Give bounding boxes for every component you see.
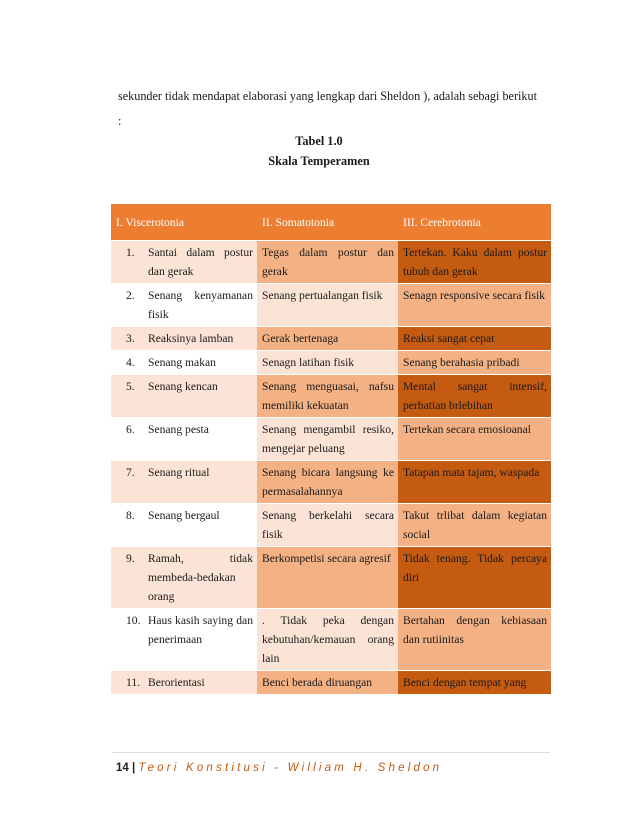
somatotonia-cell: Senang mengambil resiko, mengejar peluang	[257, 418, 398, 461]
viscerotonia-text: Reaksinya lamban	[148, 332, 234, 345]
page-footer	[116, 762, 442, 774]
item-number: 2.	[126, 289, 135, 302]
header-cerebrotonia: III. Cerebrotonia	[398, 204, 551, 241]
viscerotonia-text: Senang pesta	[148, 423, 209, 436]
cerebrotonia-cell: Bertahan dengan kebiasaan dan rutiinitas	[398, 609, 551, 671]
viscerotonia-cell	[111, 609, 257, 671]
table-header-row	[111, 204, 551, 241]
cerebrotonia-cell: Tatapan mata tajam, waspada	[398, 461, 551, 504]
viscerotonia-text: Senang bergaul	[148, 509, 220, 522]
cerebrotonia-cell: Benci dengan tempat yang	[398, 671, 551, 695]
somatotonia-cell: Benci berada diruangan	[257, 671, 398, 695]
viscerotonia-cell	[111, 461, 257, 504]
viscerotonia-text: Haus kasih saying dan penerimaan	[148, 614, 253, 646]
viscerotonia-cell	[111, 241, 257, 284]
item-number: 4.	[126, 356, 135, 369]
cerebrotonia-cell: Senang berahasia pribadi	[398, 351, 551, 375]
somatotonia-cell: . Tidak peka dengan kebutuhan/kemauan orang lain	[257, 609, 398, 671]
viscerotonia-cell	[111, 504, 257, 547]
intro-colon: :	[118, 114, 122, 128]
viscerotonia-cell	[111, 418, 257, 461]
viscerotonia-text: Senang ritual	[148, 466, 210, 479]
viscerotonia-text: Santai dalam postur dan gerak	[148, 246, 253, 278]
viscerotonia-text: Ramah, tidak membeda-bedakan orang	[148, 552, 253, 603]
viscerotonia-text: Senang makan	[148, 356, 216, 369]
somatotonia-cell: Gerak bertenaga	[257, 327, 398, 351]
somatotonia-cell: Senang menguasai, nafsu memiliki kekuatan	[257, 375, 398, 418]
table-row	[111, 671, 551, 695]
item-number: 11.	[126, 676, 141, 689]
table-number: Tabel 1.0	[295, 134, 343, 148]
viscerotonia-cell	[111, 351, 257, 375]
book-title: Teori Konstitusi - William H. Sheldon	[138, 762, 443, 774]
footer-separator: |	[132, 762, 136, 774]
table-row	[111, 609, 551, 671]
temperament-table	[111, 204, 551, 694]
table-row	[111, 351, 551, 375]
table-title: Skala Temperamen	[268, 154, 370, 168]
table-row	[111, 327, 551, 351]
table-row	[111, 418, 551, 461]
viscerotonia-cell	[111, 327, 257, 351]
intro-paragraph: sekunder tidak mendapat elaborasi yang lengkap dari Sheldon ), adalah sebagi berikut	[118, 89, 537, 103]
footer-divider	[112, 752, 550, 753]
somatotonia-cell: Senang berkelahi secara fisik	[257, 504, 398, 547]
table-row	[111, 241, 551, 284]
table-row	[111, 547, 551, 609]
item-number: 1.	[126, 246, 135, 259]
viscerotonia-cell	[111, 375, 257, 418]
item-number: 6.	[126, 423, 135, 436]
cerebrotonia-cell: Tertekan. Kaku dalam postur tubuh dan gerak	[398, 241, 551, 284]
cerebrotonia-cell: Senagn responsive secara fisik	[398, 284, 551, 327]
somatotonia-cell: Tegas dalam postur dan gerak	[257, 241, 398, 284]
viscerotonia-text: Senang kencan	[148, 380, 218, 393]
somatotonia-cell: Senang bicara langsung ke permasalahannya	[257, 461, 398, 504]
item-number: 9.	[126, 552, 135, 565]
item-number: 5.	[126, 380, 135, 393]
cerebrotonia-cell: Takut trlibat dalam kegiatan social	[398, 504, 551, 547]
viscerotonia-cell	[111, 671, 257, 695]
viscerotonia-text: Berorientasi	[148, 676, 205, 689]
somatotonia-cell: Berkompetisi secara agresif	[257, 547, 398, 609]
cerebrotonia-cell: Tertekan secara emosioanal	[398, 418, 551, 461]
header-somatotonia: II. Somatotonia	[257, 204, 398, 241]
item-number: 8.	[126, 509, 135, 522]
viscerotonia-cell	[111, 547, 257, 609]
header-viscerotonia: I. Viscerotonia	[111, 204, 257, 241]
viscerotonia-text: Senang kenyamanan fisik	[148, 289, 253, 321]
somatotonia-cell: Senang pertualangan fisik	[257, 284, 398, 327]
cerebrotonia-cell: Reaksi sangat cepat	[398, 327, 551, 351]
page-number: 14	[116, 762, 129, 774]
cerebrotonia-cell: Tidak tenang. Tidak percaya diri	[398, 547, 551, 609]
cerebrotonia-cell: Mental sangat intensif, perhatian brlebihan	[398, 375, 551, 418]
table-row	[111, 375, 551, 418]
item-number: 10.	[126, 614, 141, 627]
table-row	[111, 461, 551, 504]
item-number: 7.	[126, 466, 135, 479]
table-row	[111, 504, 551, 547]
viscerotonia-cell	[111, 284, 257, 327]
table-row	[111, 284, 551, 327]
item-number: 3.	[126, 332, 135, 345]
somatotonia-cell: Senagn latihan fisik	[257, 351, 398, 375]
